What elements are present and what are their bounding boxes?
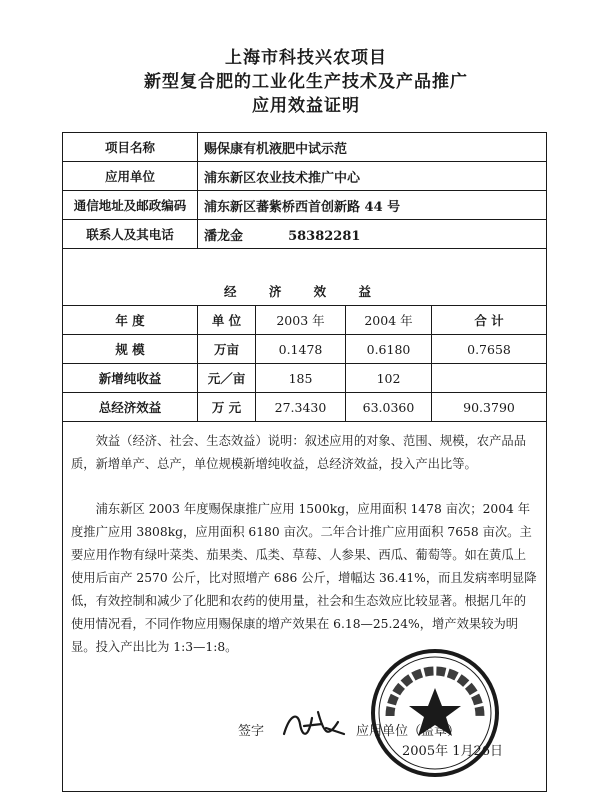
cell-2004-total-benefit: 63.0360	[346, 393, 432, 422]
col-2004: 2004 年	[346, 306, 432, 335]
label-contact: 联系人及其电话	[63, 220, 198, 249]
econ-header: 经 济 效 益	[63, 277, 547, 306]
row-label-total-benefit: 总经济效益	[63, 393, 198, 422]
contact-phone: 58382281	[288, 228, 361, 244]
cell-2004-net-income: 102	[346, 364, 432, 393]
title-line-1: 上海市科技兴农项目	[225, 48, 387, 68]
applying-unit-seal-label: 应用单位（盖章）	[356, 724, 461, 739]
row-unit-scale: 万亩	[198, 335, 256, 364]
row-label-net-income: 新增纯收益	[63, 364, 198, 393]
benefit-instruction: 效益（经济、社会、生态效益）说明：叙述应用的对象、范围、规模，农产品品质，新增单产、总产，单位规模新增纯收益，总经济效益，投入产出比等。	[71, 434, 526, 471]
benefit-body: 浦东新区 2003 年度赐保康推广应用 1500kg，应用面积 1478 亩次；2004 年度推广应用 3808kg，应用面积 6180 亩次。二年合计推广应用面积 7658 亩次。主要应用作物有绿叶菜类、茄果类、瓜类、草莓、人参果、西瓜、葡萄等。如在黄瓜上使用后亩产 2570 公斤，比对照增产 686 公斤，增幅达 36.41%，而且发病率明显降低，有效控制和减少了化肥和农药的使用量，社会和生态效应比较显著。根据几年的使用情况看，不同作物应用赐保康的增产效果在 6.18—25.24%，增产效果较为明显。投入产出比为 1:3—1:8。	[71, 502, 537, 654]
row-unit-net-income: 元／亩	[198, 364, 256, 393]
contact-name: 潘龙金	[204, 228, 244, 244]
table-row	[63, 335, 547, 364]
info-row-unit	[63, 162, 547, 191]
handwritten-signature	[278, 704, 348, 748]
cell-total-total-benefit: 90.3790	[432, 393, 547, 422]
value-contact	[198, 220, 547, 249]
label-project-name: 项目名称	[63, 133, 198, 162]
col-unit: 单 位	[198, 306, 256, 335]
value-project-name: 赐保康有机液肥中试示范	[198, 133, 547, 162]
cell-2004-scale: 0.6180	[346, 335, 432, 364]
row-unit-total-benefit: 万 元	[198, 393, 256, 422]
cell-2003-scale: 0.1478	[256, 335, 346, 364]
cell-total-net-income	[432, 364, 547, 393]
cell-total-scale: 0.7658	[432, 335, 547, 364]
label-address: 通信地址及邮政编码	[63, 191, 198, 220]
table-row	[63, 393, 547, 422]
col-year: 年 度	[63, 306, 198, 335]
signature-label: 签字	[238, 724, 265, 739]
signature-area	[0, 712, 612, 772]
document-title-block	[0, 46, 612, 118]
info-row-address	[63, 191, 547, 220]
cell-2003-total-benefit: 27.3430	[256, 393, 346, 422]
signing-date: 2005年 1月26日	[402, 744, 504, 759]
col-2003: 2003 年	[256, 306, 346, 335]
table-row	[63, 364, 547, 393]
label-applying-unit: 应用单位	[63, 162, 198, 191]
value-applying-unit: 浦东新区农业技术推广中心	[198, 162, 547, 191]
value-address: 浦东新区蕃紫桥西首创新路 44 号	[198, 191, 547, 220]
info-row-contact	[63, 220, 547, 249]
title-line-2: 新型复合肥的工业化生产技术及产品推广	[144, 72, 468, 92]
econ-spacer-row	[63, 249, 547, 278]
row-label-scale: 规 模	[63, 335, 198, 364]
col-total: 合 计	[432, 306, 547, 335]
cell-2003-net-income: 185	[256, 364, 346, 393]
econ-header-row	[63, 277, 547, 306]
info-row-project	[63, 133, 547, 162]
econ-columns-row	[63, 306, 547, 335]
title-line-3: 应用效益证明	[252, 96, 360, 116]
